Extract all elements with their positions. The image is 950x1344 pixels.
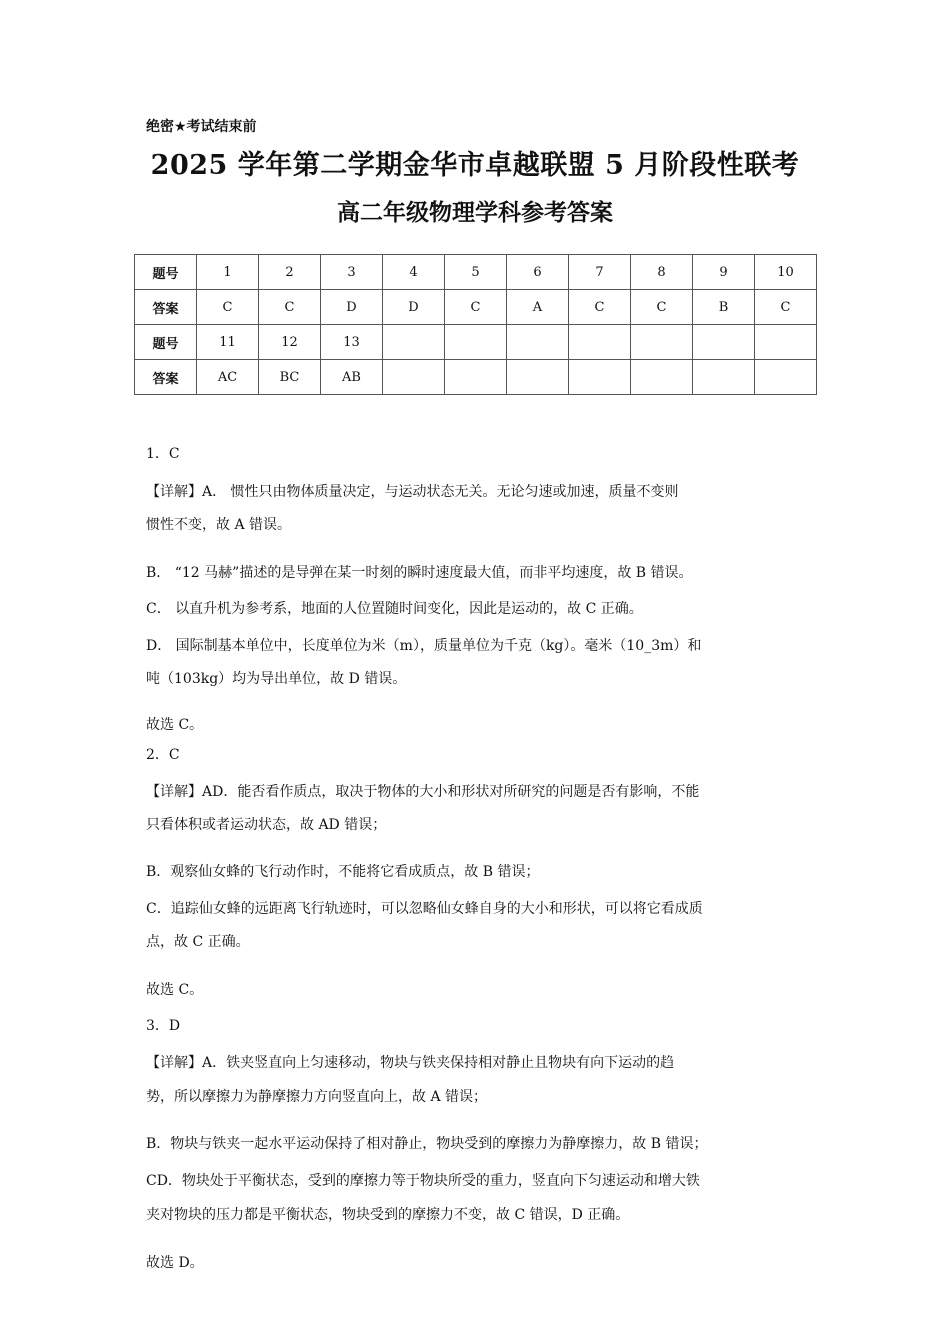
answer-cell: D: [383, 290, 445, 325]
question-number-cell: 1: [197, 255, 259, 290]
question-number-cell: [631, 325, 693, 360]
question-number-cell: 11: [197, 325, 259, 360]
answer-cell: C: [445, 290, 507, 325]
table-row: [135, 290, 817, 325]
confidential-label: 绝密★考试结束前: [146, 119, 257, 135]
question-number-cell: 5: [445, 255, 507, 290]
answer-cell: AB: [321, 360, 383, 395]
question-number-cell: 7: [569, 255, 631, 290]
answer-heading-q2: 2．C: [146, 747, 180, 763]
explanation-line: B．观察仙女蜂的飞行动作时，不能将它看成质点，故 B 错误；: [146, 864, 540, 880]
table-header-cell: 答案: [135, 290, 197, 325]
table-header-cell: 题号: [135, 325, 197, 360]
answer-cell: [445, 360, 507, 395]
document-title: 2025 学年第二学期金华市卓越联盟 5 月阶段性联考: [150, 150, 800, 181]
answer-heading-q1: 1．C: [146, 446, 180, 462]
answer-cell: [569, 360, 631, 395]
answer-cell: BC: [259, 360, 321, 395]
answer-table: [134, 254, 817, 395]
question-number-cell: 6: [507, 255, 569, 290]
answer-cell: [755, 360, 817, 395]
explanation-line: 惯性不变，故 A 错误。: [146, 517, 292, 533]
explanation-line: 只看体积或者运动状态，故 AD 错误；: [146, 817, 387, 833]
answer-cell: AC: [197, 360, 259, 395]
question-number-cell: [693, 325, 755, 360]
table-row: [135, 360, 817, 395]
question-number-cell: 8: [631, 255, 693, 290]
table-header-cell: 题号: [135, 255, 197, 290]
answer-cell: [383, 360, 445, 395]
conclusion-line: 故选 C。: [146, 717, 204, 733]
explanation-line: C．追踪仙女蜂的远距离飞行轨迹时，可以忽略仙女蜂自身的大小和形状，可以将它看成质: [146, 901, 703, 917]
answer-heading-q3: 3．D: [146, 1018, 181, 1034]
question-number-cell: [445, 325, 507, 360]
explanation-line: CD．物块处于平衡状态，受到的摩擦力等于物块所受的重力，竖直向下匀速运动和增大铁: [146, 1173, 700, 1189]
conclusion-line: 故选 C。: [146, 982, 204, 998]
answer-cell: [693, 360, 755, 395]
question-number-cell: 13: [321, 325, 383, 360]
explanation-line: 点，故 C 正确。: [146, 934, 250, 950]
table-header-cell: 答案: [135, 360, 197, 395]
answer-cell: A: [507, 290, 569, 325]
explanation-line: D． 国际制基本单位中，长度单位为米（m），质量单位为千克（kg）。毫米（10_3m）和: [146, 638, 702, 654]
explanation-line: B．物块与铁夹一起水平运动保持了相对静止，物块受到的摩擦力为静摩擦力，故 B 错误；: [146, 1136, 708, 1152]
answer-cell: B: [693, 290, 755, 325]
answer-cell: D: [321, 290, 383, 325]
explanation-line: 【详解】A．铁夹竖直向上匀速移动，物块与铁夹保持相对静止且物块有向下运动的趋: [146, 1055, 675, 1071]
explanation-line: 夹对物块的压力都是平衡状态，物块受到的摩擦力不变，故 C 错误，D 正确。: [146, 1207, 630, 1223]
explanation-line: 吨（103kg）均为导出单位，故 D 错误。: [146, 671, 407, 687]
answer-cell: C: [197, 290, 259, 325]
question-number-cell: 10: [755, 255, 817, 290]
question-number-cell: [755, 325, 817, 360]
question-number-cell: [507, 325, 569, 360]
question-number-cell: [569, 325, 631, 360]
answer-cell: C: [631, 290, 693, 325]
question-number-cell: 9: [693, 255, 755, 290]
document-subtitle: 高二年级物理学科参考答案: [337, 199, 613, 226]
answer-cell: C: [259, 290, 321, 325]
question-number-cell: 3: [321, 255, 383, 290]
answer-cell: [631, 360, 693, 395]
explanation-line: B． “12 马赫”描述的是导弹在某一时刻的瞬时速度最大值，而非平均速度，故 B 错误。: [146, 565, 693, 581]
explanation-line: C． 以直升机为参考系，地面的人位置随时间变化，因此是运动的，故 C 正确。: [146, 601, 643, 617]
table-row: [135, 255, 817, 290]
question-number-cell: 12: [259, 325, 321, 360]
question-number-cell: 4: [383, 255, 445, 290]
table-row: [135, 325, 817, 360]
explanation-line: 【详解】AD．能否看作质点，取决于物体的大小和形状对所研究的问题是否有影响，不能: [146, 784, 700, 800]
explanation-line: 【详解】A． 惯性只由物体质量决定，与运动状态无关。无论匀速或加速，质量不变则: [146, 484, 679, 500]
question-number-cell: 2: [259, 255, 321, 290]
answer-cell: C: [755, 290, 817, 325]
answer-cell: [507, 360, 569, 395]
explanation-line: 势，所以摩擦力为静摩擦力方向竖直向上，故 A 错误；: [146, 1089, 488, 1105]
answer-cell: C: [569, 290, 631, 325]
question-number-cell: [383, 325, 445, 360]
conclusion-line: 故选 D。: [146, 1255, 204, 1271]
